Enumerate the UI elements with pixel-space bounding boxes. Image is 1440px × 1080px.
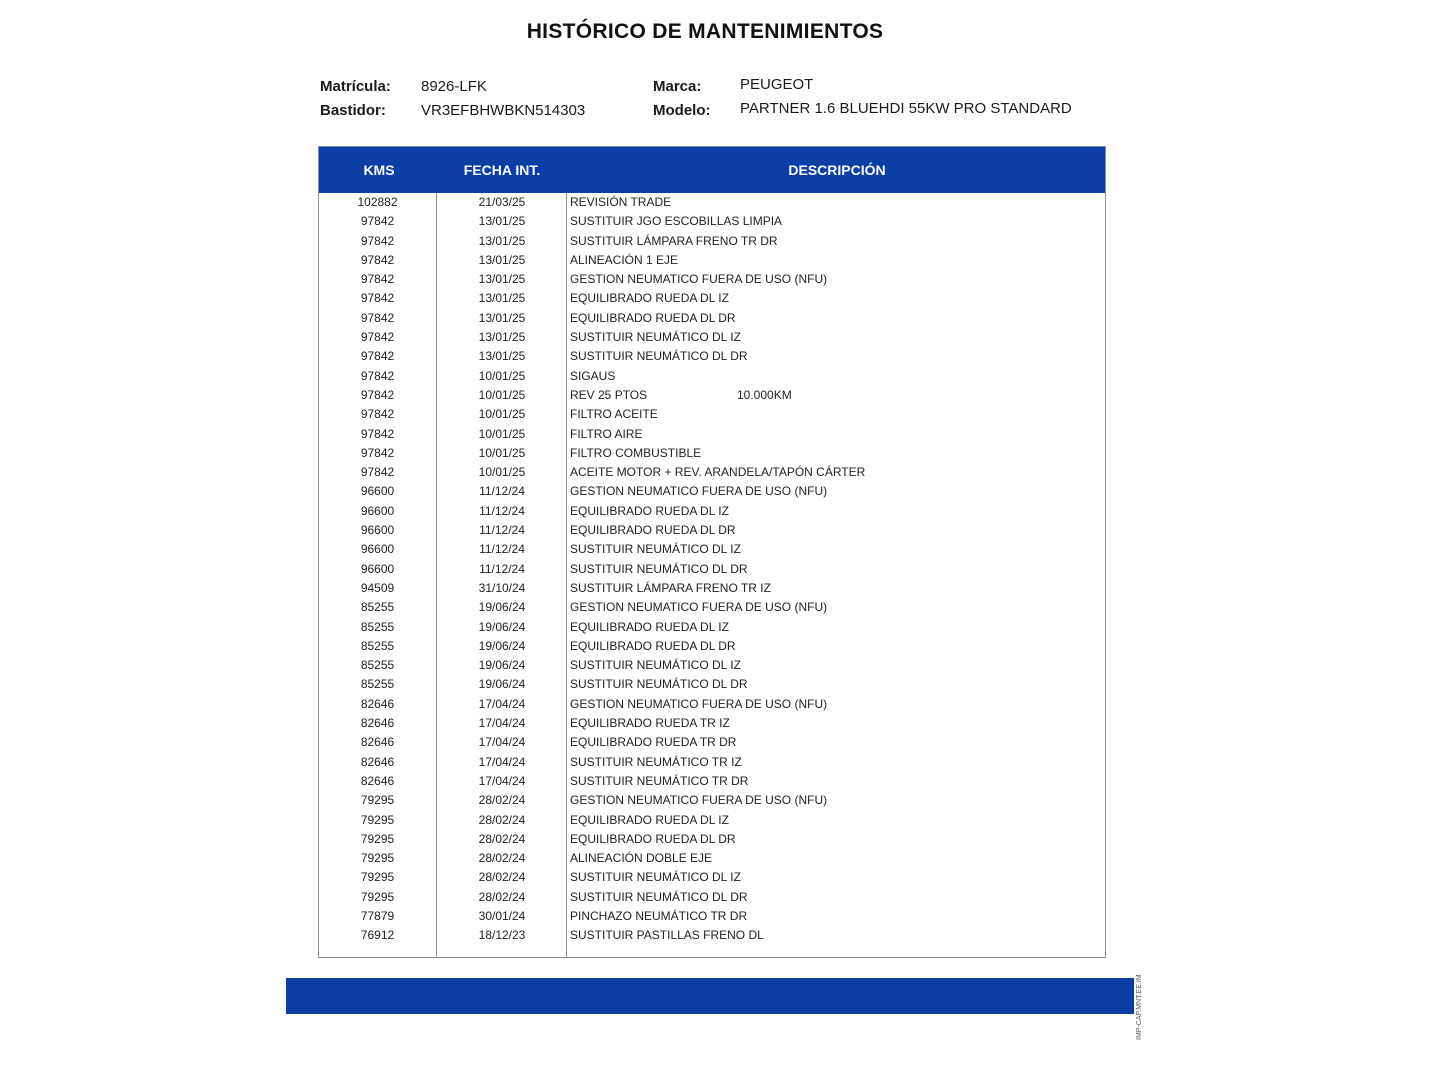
header-fecha: FECHA INT. xyxy=(463,162,541,178)
fecha-cell: 11/12/24 xyxy=(479,561,525,576)
fecha-cell: 28/02/24 xyxy=(478,831,526,846)
descripcion-cell: EQUILIBRADO RUEDA DL IZ xyxy=(570,291,729,306)
kms-cell: 96600 xyxy=(360,561,395,576)
descripcion-cell: FILTRO ACEITE xyxy=(570,407,658,422)
fecha-cell: 17/04/24 xyxy=(478,716,526,731)
fecha-cell: 11/12/24 xyxy=(479,484,525,499)
fecha-cell: 10/01/25 xyxy=(478,445,526,460)
fecha-cell: 28/02/24 xyxy=(478,812,526,827)
descripcion-cell: FILTRO AIRE xyxy=(570,426,643,441)
table-row xyxy=(319,579,1105,598)
footer-bar xyxy=(286,978,1134,1014)
table-row xyxy=(319,811,1105,830)
descripcion-cell: REVISIÓN TRADE xyxy=(570,195,672,209)
descripcion-cell: GESTION NEUMATICO FUERA DE USO (NFU) xyxy=(570,484,828,499)
fecha-cell: 19/06/24 xyxy=(478,658,526,673)
descripcion-cell: SUSTITUIR NEUMÁTICO DL IZ xyxy=(570,658,741,673)
fecha-cell: 11/12/24 xyxy=(479,542,525,557)
kms-cell: 97842 xyxy=(360,214,395,229)
descripcion-cell: SUSTITUIR NEUMÁTICO DL DR xyxy=(570,677,748,692)
kms-cell: 97842 xyxy=(360,387,395,402)
header-descripcion: DESCRIPCIÓN xyxy=(788,162,886,178)
kms-cell: 85255 xyxy=(360,638,395,653)
kms-cell: 85255 xyxy=(360,600,395,615)
descripcion-cell: SUSTITUIR PASTILLAS FRENO DL xyxy=(570,928,764,943)
table-row xyxy=(319,251,1105,270)
kms-cell: 97842 xyxy=(360,445,395,460)
table-row xyxy=(319,907,1105,926)
table-row xyxy=(319,656,1105,675)
table-row xyxy=(319,193,1105,212)
table-row xyxy=(319,560,1105,579)
descripcion-cell: PINCHAZO NEUMÁTICO TR DR xyxy=(570,908,748,923)
bastidor-label: Bastidor: xyxy=(320,102,386,119)
fecha-cell: 31/10/24 xyxy=(478,580,526,595)
kms-cell: 76912 xyxy=(360,928,395,943)
document-code: IMP-CAP.MNT.EE.IM xyxy=(1136,974,1143,1040)
maintenance-table xyxy=(318,146,1106,958)
descripcion-cell: SUSTITUIR NEUMÁTICO TR IZ xyxy=(570,754,742,769)
descripcion-cell: EQUILIBRADO RUEDA DL IZ xyxy=(570,503,729,518)
table-row xyxy=(319,347,1105,366)
kms-cell: 97842 xyxy=(360,349,395,364)
fecha-cell: 13/01/25 xyxy=(478,310,526,325)
page-title: HISTÓRICO DE MANTENIMIENTOS xyxy=(526,20,884,43)
table-body xyxy=(319,193,1105,946)
descripcion-cell: EQUILIBRADO RUEDA DL IZ xyxy=(570,619,729,634)
kms-cell: 97842 xyxy=(360,233,395,248)
kms-cell: 96600 xyxy=(360,484,395,499)
descripcion-cell: FILTRO COMBUSTIBLE xyxy=(570,445,702,460)
table-row xyxy=(319,463,1105,482)
table-row xyxy=(319,791,1105,810)
table-row xyxy=(319,328,1105,347)
descripcion-cell: ACEITE MOTOR + REV. ARANDELA/TAPÓN CÁRTER xyxy=(570,465,866,480)
fecha-cell: 19/06/24 xyxy=(478,638,526,653)
kms-cell: 79295 xyxy=(360,851,395,866)
fecha-cell: 19/06/24 xyxy=(478,600,526,615)
fecha-cell: 10/01/25 xyxy=(478,368,526,383)
descripcion-cell: SUSTITUIR NEUMÁTICO DL IZ xyxy=(570,330,741,345)
fecha-cell: 10/01/25 xyxy=(478,407,526,422)
fecha-cell: 21/03/25 xyxy=(478,195,526,209)
kms-cell: 79295 xyxy=(360,812,395,827)
table-row xyxy=(319,772,1105,791)
kms-cell: 82646 xyxy=(360,716,395,731)
kms-cell: 97842 xyxy=(360,330,395,345)
descripcion-cell: SUSTITUIR NEUMÁTICO DL DR xyxy=(570,889,748,904)
fecha-cell: 17/04/24 xyxy=(478,773,526,788)
fecha-cell: 13/01/25 xyxy=(478,330,526,345)
descripcion-cell: SUSTITUIR NEUMÁTICO DL IZ xyxy=(570,542,741,557)
marca-value: PEUGEOT xyxy=(740,76,814,93)
descripcion-cell: SIGAUS xyxy=(570,368,616,383)
kms-cell: 79295 xyxy=(360,831,395,846)
descripcion-cell: ALINEACIÓN DOBLE EJE xyxy=(570,851,713,866)
kms-cell: 82646 xyxy=(360,773,395,788)
table-row xyxy=(319,695,1105,714)
kms-cell: 96600 xyxy=(360,523,395,538)
kms-cell: 97842 xyxy=(360,465,395,480)
kms-cell: 79295 xyxy=(360,870,395,885)
kms-cell: 85255 xyxy=(360,658,395,673)
kms-cell: 96600 xyxy=(360,542,395,557)
table-row xyxy=(319,502,1105,521)
kms-cell: 97842 xyxy=(360,272,395,287)
descripcion-cell: EQUILIBRADO RUEDA DL IZ xyxy=(570,812,729,827)
matricula-label: Matrícula: xyxy=(320,78,391,95)
table-row xyxy=(319,675,1105,694)
descripcion-cell: GESTION NEUMATICO FUERA DE USO (NFU) xyxy=(570,600,828,615)
table-row xyxy=(319,309,1105,328)
table-row xyxy=(319,637,1105,656)
fecha-cell: 17/04/24 xyxy=(478,696,526,711)
table-row xyxy=(319,405,1105,424)
table-row xyxy=(319,714,1105,733)
descripcion-cell: GESTION NEUMATICO FUERA DE USO (NFU) xyxy=(570,696,828,711)
fecha-cell: 19/06/24 xyxy=(478,677,526,692)
fecha-cell: 10/01/25 xyxy=(478,387,526,402)
kms-cell: 97842 xyxy=(360,310,395,325)
table-row xyxy=(319,830,1105,849)
descripcion-cell: SUSTITUIR NEUMÁTICO DL IZ xyxy=(570,870,741,885)
fecha-cell: 13/01/25 xyxy=(478,291,526,306)
kms-cell: 102882 xyxy=(357,195,398,209)
kms-cell: 82646 xyxy=(360,735,395,750)
kms-cell: 77879 xyxy=(360,908,395,923)
fecha-cell: 13/01/25 xyxy=(478,349,526,364)
descripcion-cell: EQUILIBRADO RUEDA TR DR xyxy=(570,735,737,750)
modelo-value: PARTNER 1.6 BLUEHDI 55KW PRO STANDARD xyxy=(740,100,1072,117)
fecha-cell: 10/01/25 xyxy=(478,465,526,480)
table-row xyxy=(319,753,1105,772)
descripcion-cell: GESTION NEUMATICO FUERA DE USO (NFU) xyxy=(570,272,828,287)
descripcion-cell: SUSTITUIR NEUMÁTICO TR DR xyxy=(570,773,749,788)
descripcion-cell: ALINEACIÓN 1 EJE xyxy=(570,252,679,267)
table-row xyxy=(319,618,1105,637)
fecha-cell: 28/02/24 xyxy=(478,889,526,904)
table-row xyxy=(319,598,1105,617)
kms-cell: 82646 xyxy=(360,696,395,711)
table-header xyxy=(319,147,1105,193)
kms-cell: 97842 xyxy=(360,252,395,267)
descripcion-cell: EQUILIBRADO RUEDA DL DR xyxy=(570,310,736,325)
kms-cell: 96600 xyxy=(360,503,395,518)
table-row xyxy=(319,212,1105,231)
kms-cell: 79295 xyxy=(360,889,395,904)
fecha-cell: 17/04/24 xyxy=(478,735,526,750)
kms-cell: 97842 xyxy=(360,368,395,383)
kms-cell: 79295 xyxy=(360,793,395,808)
descripcion-cell: SUSTITUIR LÁMPARA FRENO TR IZ xyxy=(570,580,771,595)
descripcion-cell: EQUILIBRADO RUEDA TR IZ xyxy=(570,716,730,731)
fecha-cell: 28/02/24 xyxy=(478,870,526,885)
table-row xyxy=(319,868,1105,887)
header-kms: KMS xyxy=(363,162,395,178)
table-row xyxy=(319,926,1105,945)
fecha-cell: 13/01/25 xyxy=(478,252,526,267)
fecha-cell: 10/01/25 xyxy=(478,426,526,441)
table-row xyxy=(319,270,1105,289)
table-row xyxy=(319,289,1105,308)
table-row xyxy=(319,521,1105,540)
kms-cell: 97842 xyxy=(360,426,395,441)
fecha-cell: 18/12/23 xyxy=(478,928,526,943)
descripcion-cell: REV 25 PTOS xyxy=(570,387,648,402)
table-row xyxy=(319,444,1105,463)
modelo-label: Modelo: xyxy=(653,102,711,119)
descripcion-cell: SUSTITUIR JGO ESCOBILLAS LIMPIA xyxy=(570,214,783,229)
table-row xyxy=(319,232,1105,251)
kms-cell: 82646 xyxy=(360,754,395,769)
descripcion-cell: EQUILIBRADO RUEDA DL DR xyxy=(570,831,736,846)
fecha-cell: 28/02/24 xyxy=(478,851,526,866)
fecha-cell: 30/01/24 xyxy=(478,908,526,923)
table-row xyxy=(319,540,1105,559)
kms-cell: 85255 xyxy=(360,677,395,692)
bastidor-value: VR3EFBHWBKN514303 xyxy=(421,102,586,119)
fecha-cell: 13/01/25 xyxy=(478,233,526,248)
table-row xyxy=(319,849,1105,868)
descripcion-extra-cell: 10.000KM xyxy=(737,387,792,402)
kms-cell: 85255 xyxy=(360,619,395,634)
table-row xyxy=(319,888,1105,907)
table-row xyxy=(319,733,1105,752)
fecha-cell: 11/12/24 xyxy=(479,523,525,538)
descripcion-cell: SUSTITUIR NEUMÁTICO DL DR xyxy=(570,561,748,576)
descripcion-cell: SUSTITUIR LÁMPARA FRENO TR DR xyxy=(570,233,778,248)
fecha-cell: 11/12/24 xyxy=(479,503,525,518)
table-row xyxy=(319,386,1105,405)
fecha-cell: 19/06/24 xyxy=(478,619,526,634)
table-row xyxy=(319,482,1105,501)
table-row xyxy=(319,425,1105,444)
kms-cell: 97842 xyxy=(360,407,395,422)
descripcion-cell: SUSTITUIR NEUMÁTICO DL DR xyxy=(570,349,748,364)
fecha-cell: 17/04/24 xyxy=(478,754,526,769)
marca-label: Marca: xyxy=(653,78,702,95)
table-row xyxy=(319,367,1105,386)
kms-cell: 94509 xyxy=(360,580,395,595)
fecha-cell: 13/01/25 xyxy=(478,214,526,229)
descripcion-cell: EQUILIBRADO RUEDA DL DR xyxy=(570,638,736,653)
kms-cell: 97842 xyxy=(360,291,395,306)
descripcion-cell: GESTION NEUMATICO FUERA DE USO (NFU) xyxy=(570,793,828,808)
fecha-cell: 13/01/25 xyxy=(478,272,526,287)
descripcion-cell: EQUILIBRADO RUEDA DL DR xyxy=(570,523,736,538)
matricula-value: 8926-LFK xyxy=(421,78,487,95)
fecha-cell: 28/02/24 xyxy=(478,793,526,808)
